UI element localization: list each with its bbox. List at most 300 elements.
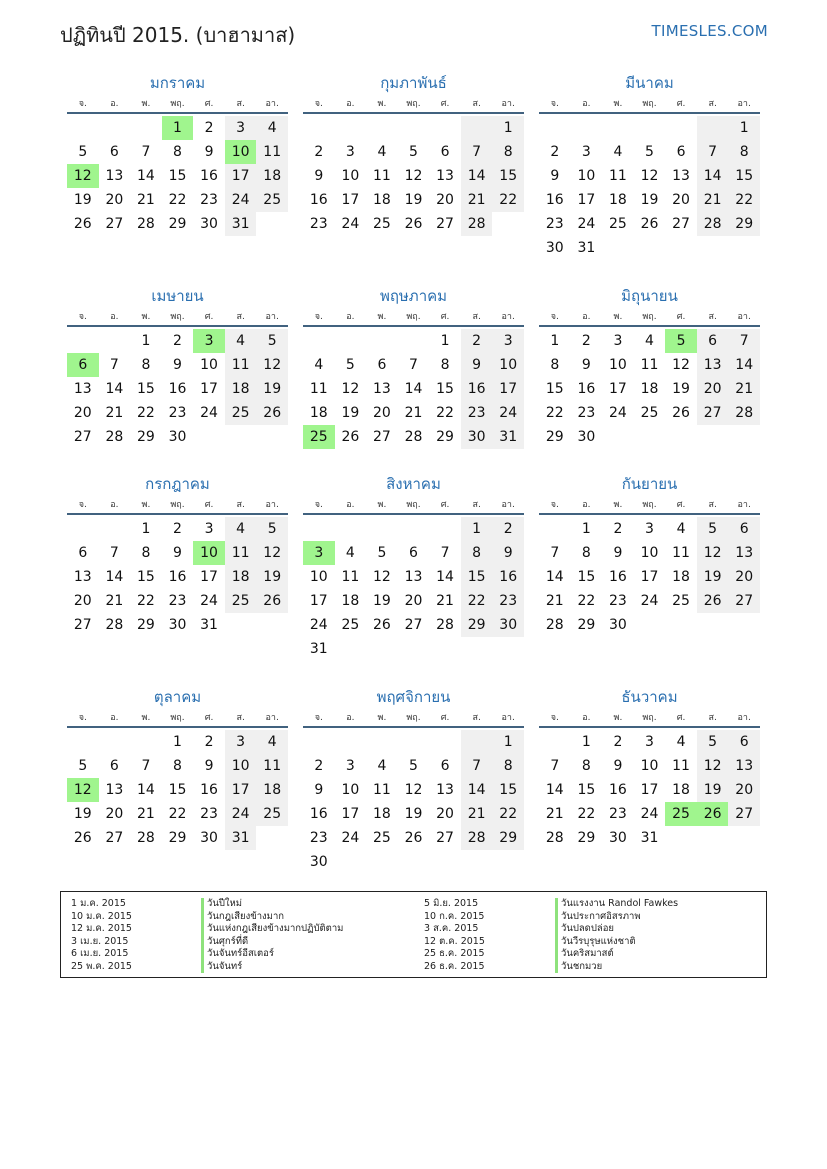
empty-cell xyxy=(539,730,571,754)
day-cell: 22 xyxy=(461,589,493,613)
day-cell: 15 xyxy=(728,164,760,188)
day-cell: 9 xyxy=(173,357,182,373)
day-cell: 20 xyxy=(105,806,124,822)
legend-names-right xyxy=(555,898,678,973)
day-cell: 2 xyxy=(314,144,324,160)
day-cell: 21 xyxy=(137,806,155,822)
weekday-header xyxy=(539,96,760,114)
weekday-label: พฤ. xyxy=(642,500,657,510)
empty-cell xyxy=(335,730,367,754)
holiday-legend xyxy=(60,891,767,978)
day-cell: 8 xyxy=(141,545,151,561)
day-cell: 12 xyxy=(256,541,288,565)
day-cell: 7 xyxy=(109,545,119,561)
legend-date: 25 ธ.ค. 2015 xyxy=(424,948,485,959)
day-cell: 30 xyxy=(461,425,493,449)
month-name: ตุลาคม xyxy=(153,688,202,706)
day-cell: 31 xyxy=(640,830,659,846)
day-cell: 28 xyxy=(105,617,124,633)
day-cell: 15 xyxy=(577,569,596,585)
empty-cell xyxy=(303,329,335,353)
day-cell: 28 xyxy=(137,830,155,846)
day-cell: 26 xyxy=(404,830,423,846)
legend-date: 3 ส.ค. 2015 xyxy=(424,923,479,934)
day-cell: 26 xyxy=(373,617,391,633)
day-cell: 1 xyxy=(141,521,151,537)
day-cell: 16 xyxy=(609,569,627,585)
empty-cell xyxy=(571,116,603,140)
day-cell: 2 xyxy=(550,144,560,160)
weekday-label: ส. xyxy=(708,713,717,723)
day-cell: 24 xyxy=(341,216,360,232)
day-cell: 27 xyxy=(436,830,454,846)
day-cell: 16 xyxy=(309,806,328,822)
day-grid xyxy=(539,329,760,449)
weekday-label: จ. xyxy=(550,99,559,109)
day-cell: 22 xyxy=(728,188,760,212)
day-cell: 12 xyxy=(672,357,690,373)
legend-date: 10 ก.ค. 2015 xyxy=(424,910,485,922)
day-cell: 3 xyxy=(645,521,654,537)
legend-dates-right xyxy=(424,898,485,973)
weekday-label: อา. xyxy=(737,99,751,109)
day-cell: 17 xyxy=(640,782,659,798)
day-cell: 16 xyxy=(461,377,493,401)
day-cell: 5 xyxy=(256,329,288,353)
day-cell: 20 xyxy=(436,806,454,822)
day-cell: 3 xyxy=(225,730,257,754)
weekday-label: อา. xyxy=(501,713,515,723)
day-cell: 21 xyxy=(728,377,760,401)
weekday-header xyxy=(539,309,760,327)
empty-cell xyxy=(130,116,162,140)
month-block xyxy=(539,283,760,449)
day-cell: 5 xyxy=(697,517,729,541)
day-cell: 2 xyxy=(613,521,623,537)
day-cell: 7 xyxy=(728,329,760,353)
day-cell: 4 xyxy=(225,329,257,353)
day-cell: 5 xyxy=(78,758,88,774)
day-cell: 16 xyxy=(168,569,187,585)
day-cell: 26 xyxy=(640,216,659,232)
weekday-label: พ. xyxy=(377,99,387,109)
page-title: ปฏิทินปี 2015. (บาฮามาส) xyxy=(60,23,296,47)
day-cell: 3 xyxy=(645,734,654,750)
weekday-label: พ. xyxy=(613,312,623,322)
weekday-label: พ. xyxy=(613,99,623,109)
day-cell: 19 xyxy=(672,381,690,397)
site-link[interactable]: TIMESLES.COM xyxy=(651,22,768,40)
day-cell: 2 xyxy=(204,120,214,136)
weekday-label: จ. xyxy=(78,713,87,723)
day-cell: 15 xyxy=(168,168,187,184)
day-cell: 26 xyxy=(256,589,288,613)
day-cell: 31 xyxy=(200,617,218,633)
day-cell: 24 xyxy=(577,216,596,232)
day-cell: 22 xyxy=(168,806,187,822)
day-cell: 31 xyxy=(577,240,596,256)
legend-holiday-name: วันคริสมาสต์ xyxy=(555,948,678,961)
day-cell: 28 xyxy=(545,830,564,846)
legend-date: 12 ม.ค. 2015 xyxy=(71,923,132,934)
month-block xyxy=(539,684,760,850)
day-cell: 19 xyxy=(73,192,92,208)
day-cell: 13 xyxy=(404,569,423,585)
day-cell: 25 xyxy=(225,589,257,613)
day-cell: 23 xyxy=(309,216,328,232)
day-cell: 19 xyxy=(697,778,729,802)
empty-cell xyxy=(67,517,99,541)
weekday-header xyxy=(67,96,288,114)
weekday-label: พฤ. xyxy=(642,713,657,723)
weekday-label: พฤ. xyxy=(406,99,421,109)
month-block xyxy=(303,471,524,661)
empty-cell xyxy=(303,730,335,754)
day-cell: 12 xyxy=(404,168,423,184)
weekday-label: พ. xyxy=(377,312,387,322)
day-cell: 4 xyxy=(377,144,387,160)
month-name: พฤศจิกายน xyxy=(376,688,451,706)
weekday-label: อ. xyxy=(110,312,119,322)
day-cell: 9 xyxy=(173,545,182,561)
day-cell: 11 xyxy=(256,140,288,164)
day-cell: 20 xyxy=(672,192,690,208)
day-cell: 17 xyxy=(609,381,627,397)
day-cell: 5 xyxy=(409,144,418,160)
day-cell: 7 xyxy=(440,545,450,561)
day-cell: 3 xyxy=(492,329,524,353)
day-cell: 14 xyxy=(404,381,423,397)
day-cell: 14 xyxy=(137,168,155,184)
day-cell: 19 xyxy=(73,806,92,822)
day-cell: 6 xyxy=(409,545,418,561)
weekday-label: จ. xyxy=(78,500,87,510)
weekday-label: อ. xyxy=(346,312,355,322)
day-cell: 23 xyxy=(609,806,627,822)
day-cell: 17 xyxy=(640,569,659,585)
day-cell: 8 xyxy=(581,545,591,561)
day-cell: 21 xyxy=(105,405,124,421)
day-cell: 8 xyxy=(461,541,493,565)
day-cell: 14 xyxy=(545,782,564,798)
day-cell: 27 xyxy=(728,802,760,826)
day-cell: 11 xyxy=(672,545,690,561)
legend-holiday-name: วันกฎเสียงข้างมาก xyxy=(201,911,343,924)
day-cell: 12 xyxy=(640,168,659,184)
legend-date: 12 ต.ค. 2015 xyxy=(424,935,485,947)
day-cell: 20 xyxy=(73,405,92,421)
empty-cell xyxy=(461,730,493,754)
day-cell: 6 xyxy=(440,758,450,774)
weekday-label: ศ. xyxy=(676,713,686,723)
day-cell: 2 xyxy=(492,517,524,541)
legend-names-left xyxy=(201,898,343,973)
day-cell: 18 xyxy=(373,806,391,822)
empty-cell xyxy=(697,116,729,140)
day-cell: 3 xyxy=(345,144,355,160)
day-cell: 1 xyxy=(492,730,524,754)
weekday-label: พ. xyxy=(141,713,151,723)
day-cell: 29 xyxy=(168,830,187,846)
day-cell: 14 xyxy=(728,353,760,377)
day-cell: 7 xyxy=(409,357,418,373)
day-cell: 29 xyxy=(137,617,155,633)
day-cell: 11 xyxy=(341,569,360,585)
legend-holiday-name: วันศุกร์ที่ดี xyxy=(201,936,343,949)
weekday-header xyxy=(67,497,288,515)
day-cell: 2 xyxy=(314,758,324,774)
day-cell: 4 xyxy=(256,116,288,140)
day-cell: 8 xyxy=(141,357,151,373)
day-cell: 1 xyxy=(581,521,591,537)
day-grid xyxy=(67,730,288,850)
empty-cell xyxy=(335,517,367,541)
day-cell: 15 xyxy=(492,164,524,188)
weekday-label: พฤ. xyxy=(642,312,657,322)
empty-cell xyxy=(67,116,99,140)
weekday-label: อ. xyxy=(582,713,591,723)
day-cell: 13 xyxy=(436,782,454,798)
day-cell: 18 xyxy=(225,565,257,589)
day-cell: 17 xyxy=(341,806,360,822)
weekday-label: จ. xyxy=(314,500,323,510)
day-cell: 25 xyxy=(256,188,288,212)
holiday-cell: 10 xyxy=(225,140,257,164)
day-cell: 16 xyxy=(200,168,218,184)
weekday-label: ส. xyxy=(236,99,245,109)
weekday-label: จ. xyxy=(314,99,323,109)
legend-date: 3 เม.ย. 2015 xyxy=(71,935,129,947)
day-cell: 9 xyxy=(314,782,324,798)
day-cell: 29 xyxy=(545,429,564,445)
day-cell: 10 xyxy=(640,758,659,774)
day-cell: 21 xyxy=(137,192,155,208)
day-cell: 24 xyxy=(640,593,659,609)
day-cell: 10 xyxy=(341,782,360,798)
legend-date: 25 พ.ค. 2015 xyxy=(71,960,132,972)
day-cell: 30 xyxy=(492,613,524,637)
day-cell: 9 xyxy=(613,545,623,561)
day-cell: 8 xyxy=(492,754,524,778)
day-cell: 23 xyxy=(168,593,187,609)
day-cell: 24 xyxy=(341,830,360,846)
day-cell: 23 xyxy=(545,216,564,232)
weekday-label: อ. xyxy=(346,99,355,109)
day-cell: 29 xyxy=(577,617,596,633)
day-cell: 14 xyxy=(137,782,155,798)
day-cell: 20 xyxy=(728,565,760,589)
month-block xyxy=(303,70,524,236)
day-cell: 6 xyxy=(109,144,119,160)
empty-cell xyxy=(366,730,398,754)
day-cell: 9 xyxy=(204,144,214,160)
day-cell: 31 xyxy=(309,641,328,657)
day-cell: 5 xyxy=(256,517,288,541)
day-cell: 28 xyxy=(404,429,423,445)
weekday-label: อ. xyxy=(582,312,591,322)
month-name: มีนาคม xyxy=(625,74,674,92)
holiday-cell: 3 xyxy=(193,329,225,353)
day-cell: 4 xyxy=(377,758,387,774)
holiday-cell: 26 xyxy=(697,802,729,826)
day-cell: 4 xyxy=(676,521,686,537)
day-cell: 1 xyxy=(581,734,591,750)
day-cell: 21 xyxy=(545,593,564,609)
empty-cell xyxy=(398,730,430,754)
weekday-label: ส. xyxy=(708,312,717,322)
day-cell: 8 xyxy=(581,758,591,774)
weekday-label: ศ. xyxy=(204,99,214,109)
day-cell: 5 xyxy=(377,545,387,561)
weekday-header xyxy=(67,710,288,728)
day-cell: 18 xyxy=(672,782,690,798)
weekday-label: ส. xyxy=(708,500,717,510)
day-cell: 25 xyxy=(225,401,257,425)
weekday-label: จ. xyxy=(550,500,559,510)
day-cell: 9 xyxy=(461,353,493,377)
empty-cell xyxy=(429,730,461,754)
day-cell: 18 xyxy=(672,569,690,585)
day-cell: 4 xyxy=(676,734,686,750)
weekday-label: ศ. xyxy=(440,99,450,109)
weekday-label: อ. xyxy=(582,99,591,109)
day-cell: 17 xyxy=(341,192,360,208)
day-cell: 2 xyxy=(173,333,182,349)
weekday-label: อา. xyxy=(501,312,515,322)
day-cell: 22 xyxy=(577,806,596,822)
day-cell: 10 xyxy=(341,168,360,184)
day-cell: 23 xyxy=(200,806,218,822)
legend-holiday-name: วันจันทร์อีสเตอร์ xyxy=(201,948,343,961)
weekday-label: พ. xyxy=(141,99,151,109)
day-cell: 17 xyxy=(577,192,596,208)
day-cell: 20 xyxy=(728,778,760,802)
day-cell: 2 xyxy=(461,329,493,353)
day-cell: 22 xyxy=(492,802,524,826)
day-cell: 6 xyxy=(78,545,88,561)
legend-holiday-name: วันวีรบุรุษแห่งชาติ xyxy=(555,936,678,949)
day-cell: 28 xyxy=(105,429,124,445)
day-cell: 16 xyxy=(492,565,524,589)
weekday-label: พ. xyxy=(613,500,623,510)
weekday-header xyxy=(539,497,760,515)
day-cell: 13 xyxy=(728,541,760,565)
day-cell: 17 xyxy=(225,164,257,188)
day-grid xyxy=(67,517,288,637)
day-cell: 19 xyxy=(256,377,288,401)
day-cell: 25 xyxy=(373,216,391,232)
day-cell: 28 xyxy=(461,826,493,850)
day-cell: 10 xyxy=(577,168,596,184)
legend-holiday-name: วันจันทร์ xyxy=(201,961,343,974)
day-cell: 23 xyxy=(577,405,596,421)
day-cell: 20 xyxy=(404,593,423,609)
day-cell: 24 xyxy=(492,401,524,425)
weekday-label: พฤ. xyxy=(406,713,421,723)
weekday-label: อา. xyxy=(265,500,279,510)
day-cell: 19 xyxy=(373,593,391,609)
day-cell: 4 xyxy=(645,333,654,349)
day-cell: 20 xyxy=(373,405,391,421)
weekday-label: ส. xyxy=(472,312,481,322)
day-cell: 7 xyxy=(109,357,119,373)
day-cell: 8 xyxy=(728,140,760,164)
empty-cell xyxy=(398,329,430,353)
day-cell: 16 xyxy=(309,192,328,208)
month-name: กรกฎาคม xyxy=(145,475,210,493)
day-cell: 19 xyxy=(341,405,360,421)
day-cell: 1 xyxy=(173,734,182,750)
day-cell: 7 xyxy=(461,140,493,164)
weekday-label: อ. xyxy=(110,99,119,109)
day-cell: 9 xyxy=(314,168,324,184)
day-cell: 6 xyxy=(377,357,387,373)
day-cell: 3 xyxy=(225,116,257,140)
day-cell: 30 xyxy=(577,429,596,445)
day-cell: 6 xyxy=(440,144,450,160)
day-cell: 26 xyxy=(697,589,729,613)
day-cell: 29 xyxy=(577,830,596,846)
day-cell: 16 xyxy=(545,192,564,208)
day-cell: 9 xyxy=(581,357,591,373)
weekday-label: อ. xyxy=(110,500,119,510)
day-cell: 30 xyxy=(168,617,187,633)
day-cell: 26 xyxy=(73,830,92,846)
weekday-label: ส. xyxy=(472,500,481,510)
day-cell: 7 xyxy=(141,758,151,774)
weekday-label: พฤ. xyxy=(406,312,421,322)
day-cell: 11 xyxy=(609,168,627,184)
day-cell: 6 xyxy=(109,758,119,774)
day-grid xyxy=(67,329,288,449)
day-cell: 19 xyxy=(404,192,423,208)
empty-cell xyxy=(335,116,367,140)
day-cell: 5 xyxy=(697,730,729,754)
day-cell: 20 xyxy=(436,192,454,208)
day-cell: 27 xyxy=(672,216,690,232)
day-cell: 29 xyxy=(137,429,155,445)
day-cell: 6 xyxy=(697,329,729,353)
day-cell: 2 xyxy=(581,333,591,349)
weekday-label: อา. xyxy=(737,312,751,322)
empty-cell xyxy=(99,116,131,140)
empty-cell xyxy=(67,730,99,754)
day-cell: 5 xyxy=(645,144,654,160)
month-block xyxy=(67,684,288,850)
day-cell: 26 xyxy=(404,216,423,232)
day-cell: 12 xyxy=(373,569,391,585)
day-cell: 9 xyxy=(492,541,524,565)
holiday-cell: 25 xyxy=(303,425,335,449)
day-cell: 9 xyxy=(613,758,623,774)
weekday-label: พ. xyxy=(141,312,151,322)
day-cell: 29 xyxy=(492,826,524,850)
day-cell: 21 xyxy=(404,405,423,421)
day-cell: 19 xyxy=(640,192,659,208)
day-cell: 22 xyxy=(577,593,596,609)
empty-cell xyxy=(99,730,131,754)
day-cell: 9 xyxy=(550,168,560,184)
weekday-label: ศ. xyxy=(204,312,214,322)
weekday-label: อ. xyxy=(346,713,355,723)
month-block xyxy=(67,283,288,449)
weekday-label: อ. xyxy=(582,500,591,510)
day-cell: 23 xyxy=(168,405,187,421)
day-cell: 15 xyxy=(577,782,596,798)
day-cell: 30 xyxy=(609,617,627,633)
day-cell: 1 xyxy=(550,333,560,349)
day-cell: 6 xyxy=(728,517,760,541)
